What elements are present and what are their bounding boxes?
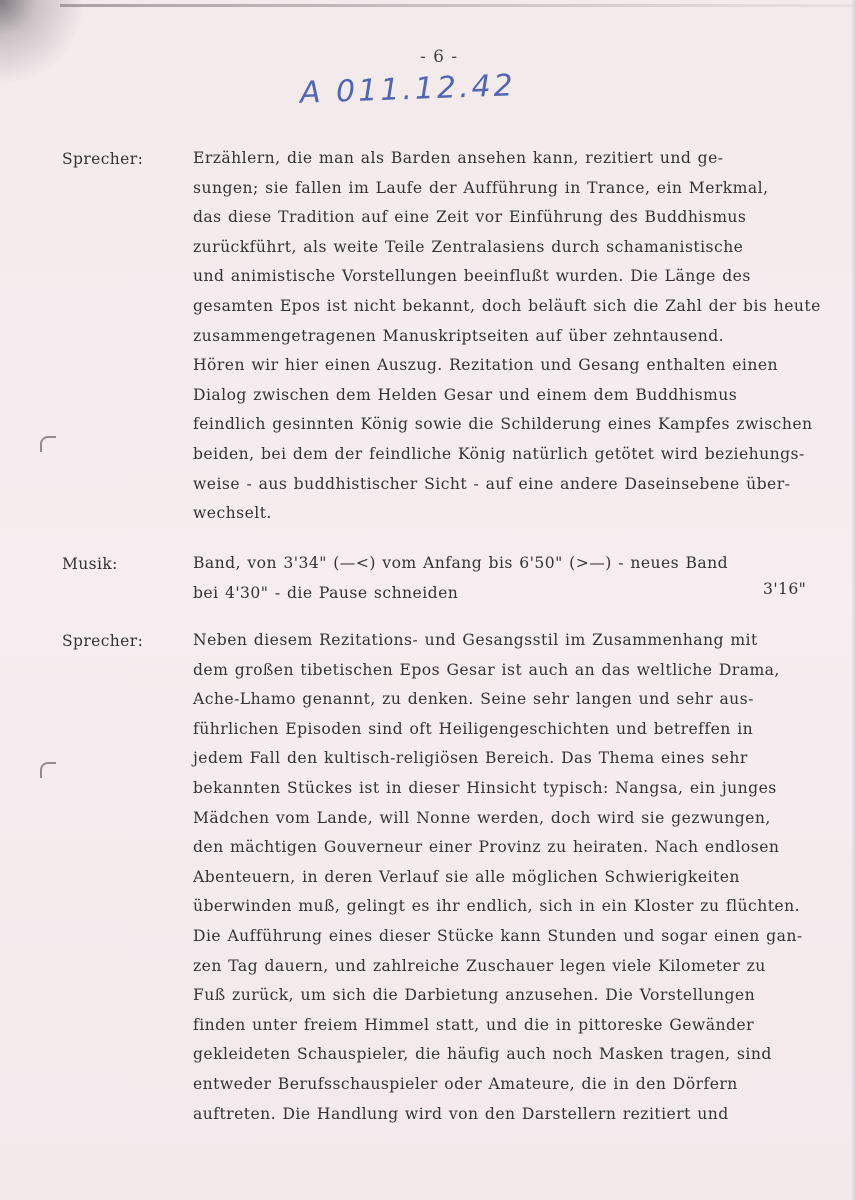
text-line: Erzählern, die man als Barden ansehen kann, rezitiert und ge-	[193, 149, 724, 167]
text-line: überwinden muß, gelingt es ihr endlich, sich in ein Kloster zu flüchten.	[193, 897, 800, 916]
text-line: dem großen tibetischen Epos Gesar ist auch an das weltliche Drama,	[193, 660, 780, 679]
speaker-paragraph	[193, 626, 803, 1129]
text-line: zusammengetragenen Manuskriptseiten auf über zehntausend.	[193, 326, 725, 345]
scan-top-edge	[60, 4, 855, 7]
scan-corner-shadow	[0, 0, 90, 90]
text-line: und animistische Vorstellungen beeinflußt wurden. Die Länge des	[193, 267, 751, 286]
music-label: Musik:	[62, 555, 118, 573]
text-line: Ache-Lhamo genannt, zu denken. Seine sehr langen und sehr aus-	[193, 690, 754, 709]
text-line: jedem Fall den kultisch-religiösen Bereich. Das Thema eines sehr	[193, 749, 748, 768]
text-line: Neben diesem Rezitations- und Gesangsstil im Zusammenhang mit	[193, 631, 758, 649]
page-number: - 6 -	[420, 47, 459, 67]
text-line: das diese Tradition auf eine Zeit vor Einführung des Buddhismus	[193, 208, 747, 227]
text-line: gesamten Epos ist nicht bekannt, doch beläuft sich die Zahl der bis heute	[193, 296, 821, 315]
text-line: sungen; sie fallen im Laufe der Aufführung in Trance, ein Merkmal,	[193, 178, 769, 197]
text-line: Hören wir hier einen Auszug. Rezitation und Gesang enthalten einen	[193, 356, 778, 375]
music-cue	[193, 549, 728, 608]
punch-hole-mark	[40, 436, 56, 452]
text-line: beiden, bei dem der feindliche König natürlich getötet wird beziehungs-	[193, 444, 805, 463]
music-duration: 3'16"	[763, 580, 807, 598]
text-line: Fuß zurück, um sich die Darbietung anzusehen. Die Vorstellungen	[193, 986, 756, 1005]
handwritten-archive-reference: A 011.12.42	[299, 68, 517, 111]
text-line: den mächtigen Gouverneur einer Provinz zu heiraten. Nach endlosen	[193, 838, 780, 857]
text-line: bei 4'30" - die Pause schneiden	[193, 583, 459, 602]
text-line: zurückführt, als weite Teile Zentralasiens durch schamanistische	[193, 237, 744, 256]
text-line: entweder Berufsschauspieler oder Amateure, die in den Dörfern	[193, 1074, 738, 1093]
text-line: führlichen Episoden sind oft Heiligengeschichten und betreffen in	[193, 719, 754, 738]
speaker-label: Sprecher:	[62, 632, 144, 650]
text-line: feindlich gesinnten König sowie die Schilderung eines Kampfes zwischen	[193, 415, 813, 434]
text-line: Die Aufführung eines dieser Stücke kann Stunden und sogar einen gan-	[193, 926, 803, 945]
text-line: bekannten Stückes ist in dieser Hinsicht typisch: Nangsa, ein junges	[193, 778, 777, 797]
punch-hole-mark	[40, 762, 56, 778]
text-line: finden unter freiem Himmel statt, und die in pittoreske Gewänder	[193, 1015, 754, 1034]
text-line: gekleideten Schauspieler, die häufig auch noch Masken tragen, sind	[193, 1045, 772, 1064]
speaker-paragraph	[193, 144, 821, 529]
text-line: zen Tag dauern, und zahlreiche Zuschauer legen viele Kilometer zu	[193, 956, 766, 975]
text-line: Band, von 3'34" (—<) vom Anfang bis 6'50" (>—) - neues Band	[193, 554, 729, 572]
text-line: auftreten. Die Handlung wird von den Darstellern rezitiert und	[193, 1104, 729, 1123]
text-line: Abenteuern, in deren Verlauf sie alle möglichen Schwierigkeiten	[193, 867, 740, 886]
text-line: weise - aus buddhistischer Sicht - auf eine andere Daseinsebene über-	[193, 474, 791, 493]
speaker-label: Sprecher:	[62, 150, 144, 168]
text-line: wechselt.	[193, 504, 272, 523]
scan-right-edge	[851, 0, 855, 1200]
text-line: Mädchen vom Lande, will Nonne werden, doch wird sie gezwungen,	[193, 808, 771, 827]
text-line: Dialog zwischen dem Helden Gesar und einem dem Buddhismus	[193, 385, 738, 404]
